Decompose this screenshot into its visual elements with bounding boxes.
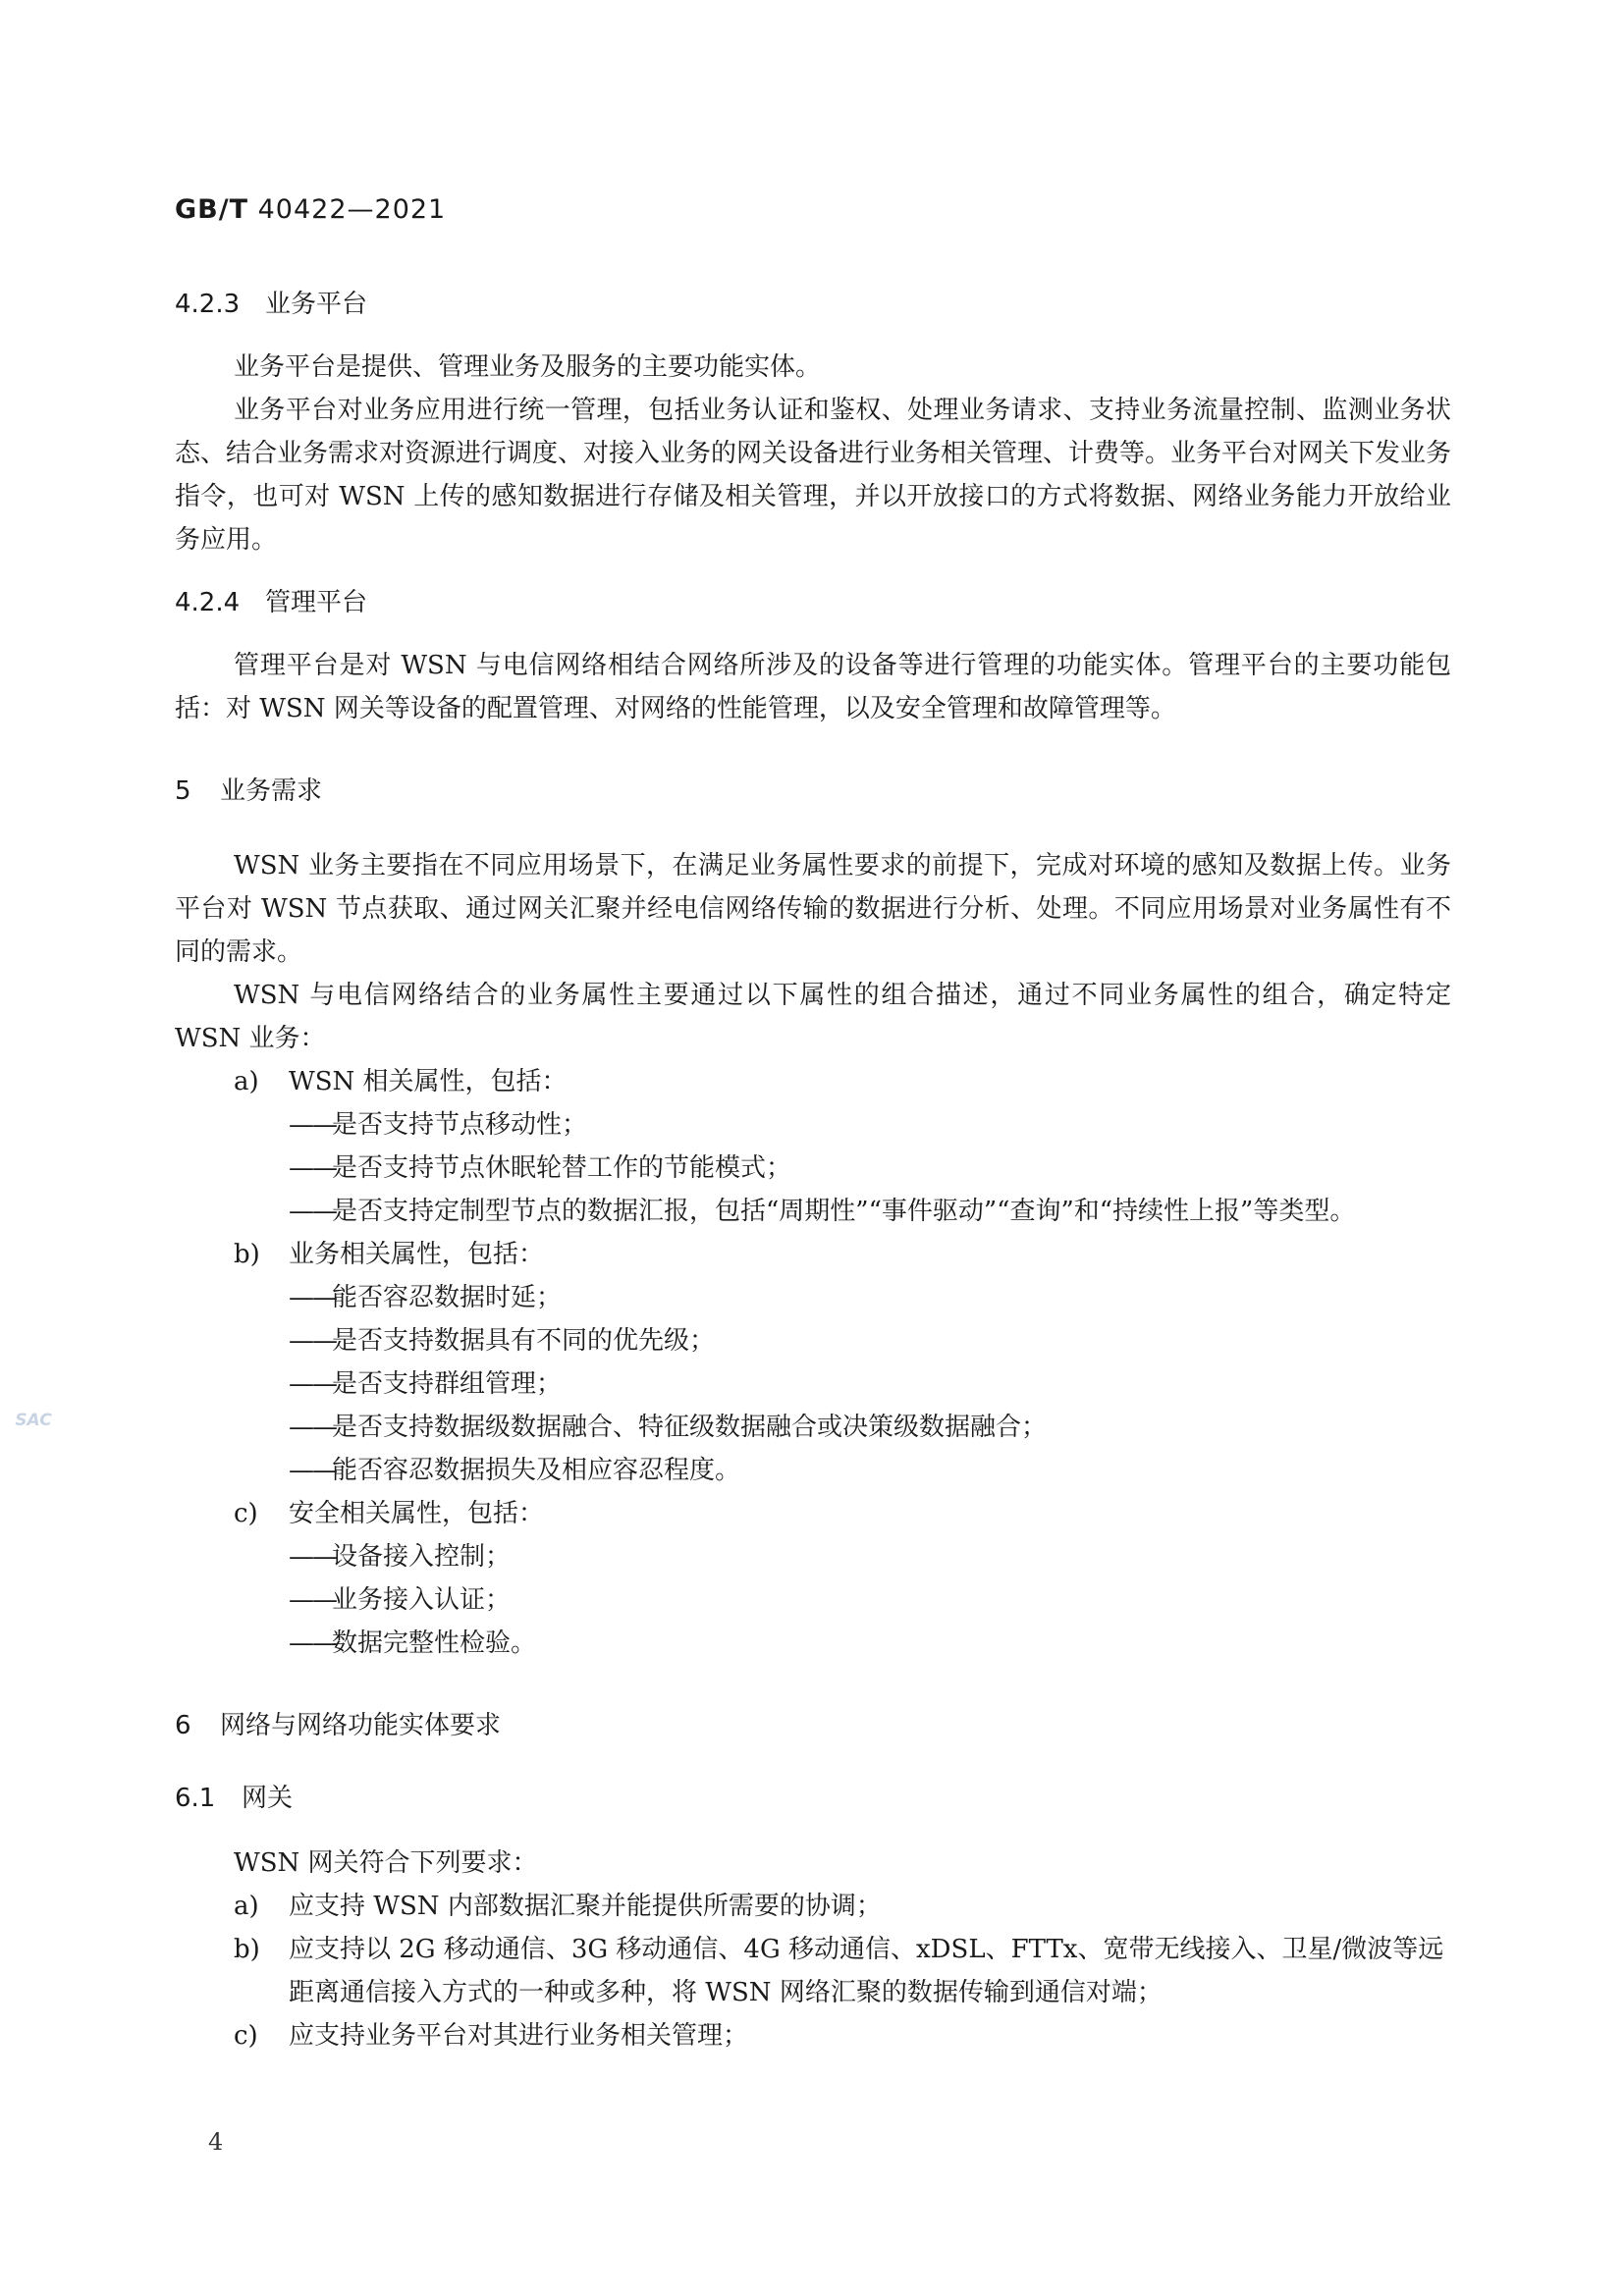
dash-item-text: 是否支持数据具有不同的优先级； [332,1326,716,1356]
paragraph: WSN 业务主要指在不同应用场景下，在满足业务属性要求的前提下，完成对环境的感知及数据上传。业务平台对 WSN 节点获取、通过网关汇聚并经电信网络传输的数据进行分析、处理。不同应用场景对业务属性有不同的需求。 [175,851,1451,967]
list-marker: b) [234,1935,260,1964]
list-item-a [175,1060,1451,1103]
dash-marker: —— [289,1456,336,1485]
dash-item [175,1276,1451,1319]
heading-4-2-4 [175,583,1451,622]
dash-item-text: 设备接入控制； [332,1542,512,1572]
dash-item [175,1147,1451,1190]
heading-6-1 [175,1779,1451,1818]
dash-item [175,1406,1451,1449]
list-marker: c) [234,2021,258,2051]
paragraph: WSN 与电信网络结合的业务属性主要通过以下属性的组合描述，通过不同业务属性的组合，确定特定 WSN 业务： [175,981,1451,1053]
dash-item-text: 是否支持节点休眠轮替工作的节能模式； [332,1153,792,1183]
dash-marker: —— [289,1283,336,1312]
paragraph: 管理平台是对 WSN 与电信网络相结合网络所涉及的设备等进行管理的功能实体。管理平台的主要功能包括：对 WSN 网关等设备的配置管理、对网络的性能管理，以及安全管理和故障管理等。 [175,651,1451,723]
heading-5 [175,772,1451,811]
list-marker: a) [234,1067,259,1096]
list-item-c [175,1492,1451,1535]
dash-marker: —— [289,1110,336,1140]
standard-code: GB/T [175,194,249,225]
list-item-text: 应支持以 2G 移动通信、3G 移动通信、4G 移动通信、xDSL、FTTx、宽带无线接入、卫星/微波等远距离通信接入方式的一种或多种，将 WSN 网络汇聚的数据传输到通信对端； [289,1935,1444,2007]
heading-title: 网络与网络功能实体要求 [220,1711,502,1740]
list-marker: a) [234,1892,259,1921]
dash-item-text: 是否支持定制型节点的数据汇报，包括“周期性”“事件驱动”“查询”和“持续性上报”等类型。 [332,1197,1356,1226]
dash-item-text: 是否支持数据级数据融合、特征级数据融合或决策级数据融合； [332,1413,1048,1442]
dash-marker: —— [289,1197,336,1226]
list-item-c [175,2014,1451,2057]
heading-number: 6 [175,1711,191,1740]
heading-title: 业务平台 [265,290,368,319]
dash-item [175,1362,1451,1406]
dash-item [175,1535,1451,1578]
dash-item [175,1190,1451,1233]
list-item-text: 应支持业务平台对其进行业务相关管理； [289,2021,749,2051]
sac-logo-icon: SAC [15,1411,52,1430]
list-item-text: 安全相关属性，包括： [289,1499,545,1528]
list-item-text: 应支持 WSN 内部数据汇聚并能提供所需要的协调； [289,1892,882,1921]
paragraph: 业务平台对业务应用进行统一管理，包括业务认证和鉴权、处理业务请求、支持业务流量控制、监测业务状态、结合业务需求对资源进行调度、对接入业务的网关设备进行业务相关管理、计费等。业务平台对网关下发业务指令，也可对 WSN 上传的感知数据进行存储及相关管理，并以开放接口的方式将数据、网络业务能力开放给业务应用。 [175,396,1452,555]
heading-6 [175,1706,1451,1745]
list-item-b [175,1233,1451,1276]
dash-marker: —— [289,1369,336,1399]
dash-item [175,1449,1451,1492]
heading-title: 网关 [242,1784,294,1813]
page-header [175,194,446,225]
dash-item-text: 能否容忍数据损失及相应容忍程度。 [332,1456,741,1485]
list-item-a [175,1885,1451,1928]
heading-number: 5 [175,776,191,806]
paragraph: WSN 网关符合下列要求： [234,1848,538,1878]
heading-4-2-3 [175,285,1451,324]
heading-title: 管理平台 [265,588,368,617]
dash-item-text: 业务接入认证； [332,1585,512,1615]
page-content [175,285,1451,2057]
heading-title: 业务需求 [220,776,323,806]
list-item-text: 业务相关属性，包括： [289,1240,545,1269]
dash-item-text: 能否容忍数据时延； [332,1283,563,1312]
dash-item [175,1622,1451,1665]
dash-item-text: 是否支持群组管理； [332,1369,563,1399]
list-marker: b) [234,1240,260,1269]
dash-marker: —— [289,1153,336,1183]
standard-number: 40422—2021 [257,194,447,225]
dash-marker: —— [289,1542,336,1572]
dash-item [175,1103,1451,1147]
dash-marker: —— [289,1585,336,1615]
dash-item-text: 是否支持节点移动性； [332,1110,588,1140]
dash-marker: —— [289,1326,336,1356]
dash-marker: —— [289,1413,336,1442]
list-item-b [175,1928,1451,2014]
heading-number: 6.1 [175,1784,216,1813]
paragraph: 业务平台是提供、管理业务及服务的主要功能实体。 [234,352,822,382]
list-item-text: WSN 相关属性，包括： [289,1067,568,1096]
heading-number: 4.2.4 [175,588,241,617]
dash-item [175,1578,1451,1622]
list-marker: c) [234,1499,258,1528]
dash-marker: —— [289,1629,336,1658]
dash-item [175,1319,1451,1362]
page-number: 4 [208,2128,224,2156]
dash-item-text: 数据完整性检验。 [332,1629,537,1658]
heading-number: 4.2.3 [175,290,241,319]
